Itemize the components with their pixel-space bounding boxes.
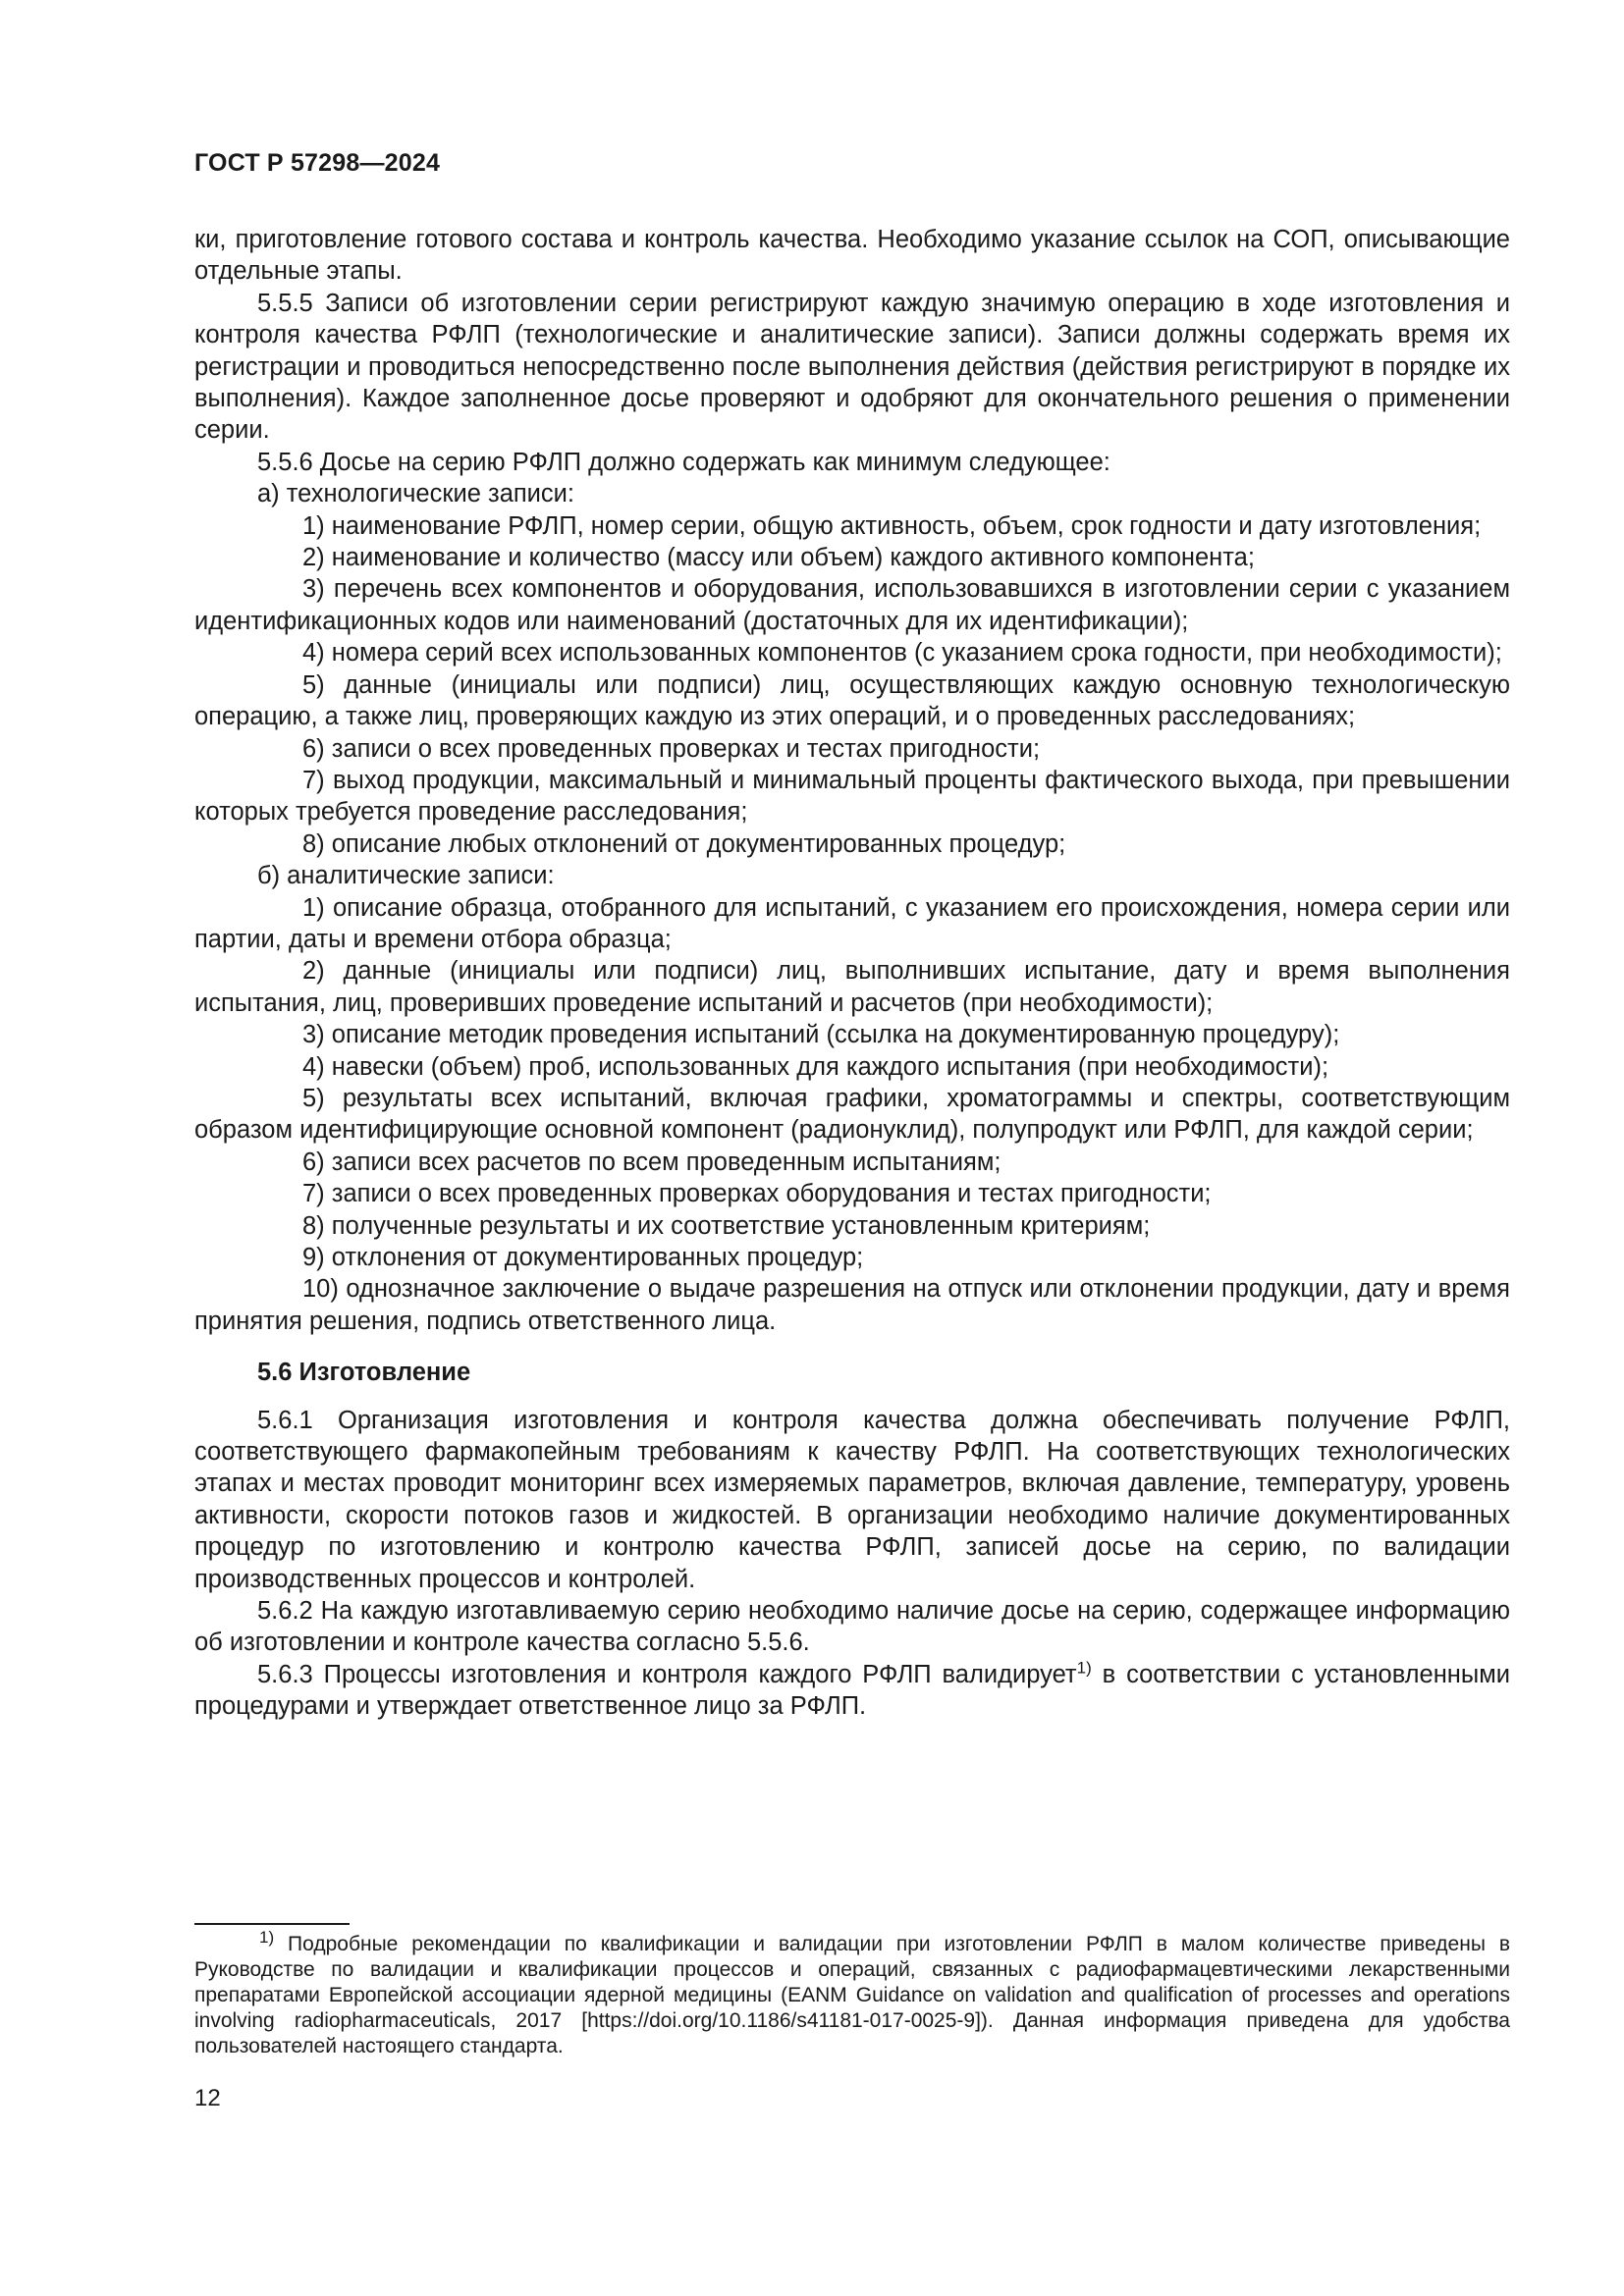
footnote-marker: 1) (259, 1928, 275, 1947)
document-body (194, 224, 1510, 1723)
list-a-item: 8) описание любых отклонений от документированных процедур; (302, 829, 1066, 858)
paragraph-5-5-6: 5.5.6 Досье на серию РФЛП должно содержать как минимум следующее: (257, 448, 1110, 476)
standard-header: ГОСТ Р 57298—2024 (194, 149, 441, 177)
list-a-item: 4) номера серий всех использованных компонентов (с указанием срока годности, при необходимости); (302, 639, 1502, 667)
list-b-item: 10) однозначное заключение о выдаче разрешения на отпуск или отклонении продукции, дату и время принятия решения, подпись ответственного лица. (194, 1275, 1510, 1335)
paragraph-5-6-3-text-a: 5.6.3 Процессы изготовления и контроля каждого РФЛП валидирует (257, 1660, 1077, 1688)
list-a-item: 6) записи о всех проведенных проверках и тестах пригодности; (302, 734, 1041, 763)
footnote-text: Подробные рекомендации по квалификации и валидации при изготовлении РФЛП в малом количестве приведены в Руководстве по валидации и квалификации процессов и операций, связанных с радиофармацевтическими лекарственными препаратами Европейской ассоциации ядерной медицины (EANM Guidance on validation and qualification of processes and operations involving radiopharmaceuticals, 2017 [https://doi.org/10.1186/s41181-017-0025-9]). Данная информация приведена для удобства пользователей настоящего стандарта. (194, 1933, 1510, 2057)
paragraph-5-6-3-text-b: в соответствии с установленными процедурами и утверждает ответственное лицо за РФЛП. (194, 1660, 1510, 1721)
paragraph-5-6-3 (194, 1659, 1510, 1723)
list-b-item: 8) полученные результаты и их соответствие установленным критериям; (302, 1211, 1151, 1240)
list-b-item: 7) записи о всех проведенных проверках оборудования и тестах пригодности; (302, 1180, 1212, 1208)
list-b-item: 4) навески (объем) проб, использованных для каждого испытания (при необходимости); (302, 1052, 1329, 1081)
footnote (194, 1928, 1510, 2059)
paragraph-5-6-2: 5.6.2 На каждую изготавливаемую серию необходимо наличие досье на серию, содержащее информацию об изготовлении и контроле качества согласно 5.5.6. (194, 1597, 1510, 1657)
section-heading-5-6: 5.6 Изготовление (257, 1359, 471, 1387)
list-b-title: б) аналитические записи: (257, 862, 555, 890)
list-a-item: 5) данные (инициалы или подписи) лиц, осуществляющих каждую основную технологическую операцию, а также лиц, проверяющих каждую из этих операций, и о проведенных расследованиях; (194, 670, 1510, 731)
list-a-item: 1) наименование РФЛП, номер серии, общую активность, объем, срок годности и дату изготовления; (302, 511, 1482, 540)
list-b-item: 1) описание образца, отобранного для испытаний, с указанием его происхождения, номера серии или партии, даты и времени отбора образца; (194, 893, 1510, 953)
page-number: 12 (194, 2085, 221, 2111)
footnote-reference: 1) (1076, 1658, 1092, 1678)
paragraph-intro: ки, приготовление готового состава и контроль качества. Необходимо указание ссылок на СОП, описывающие отдельные этапы. (194, 226, 1510, 286)
paragraph-5-5-5: 5.5.5 Записи об изготовлении серии регистрируют каждую значимую операцию в ходе изготовления и контроля качества РФЛП (технологические и аналитические записи). Записи должны содержать время их регистрации и проводиться непосредственно после выполнения действия (действия регистрируют в порядке их выполнения). Каждое заполненное досье проверяют и одобряют для окончательного решения о применении серии. (194, 289, 1510, 445)
list-b-item: 9) отклонения от документированных процедур; (302, 1244, 864, 1271)
list-a-title: а) технологические записи: (257, 480, 575, 508)
list-b-item: 2) данные (инициалы или подписи) лиц, выполнивших испытание, дату и время выполнения испытания, лиц, проверивших проведение испытаний и расчетов (при необходимости); (194, 957, 1510, 1017)
paragraph-5-6-1: 5.6.1 Организация изготовления и контроля качества должна обеспечивать получение РФЛП, соответствующего фармакопейным требованиям к качеству РФЛП. На соответствующих технологических этапах и местах проводит мониторинг всех измеряемых параметров, включая давление, температуру, уровень активности, скорости потоков газов и жидкостей. В организации необходимо наличие документированных процедур по изготовлению и контролю качества РФЛП, записей досье на серию, по валидации производственных процессов и контролей. (194, 1406, 1510, 1593)
list-b-item: 5) результаты всех испытаний, включая графики, хроматограммы и спектры, соответствующим образом идентифицирующие основной компонент (радионуклид), полупродукт или РФЛП, для каждой серии; (194, 1084, 1510, 1145)
list-a-item: 2) наименование и количество (массу или объем) каждого активного компонента; (302, 544, 1255, 572)
list-b-item: 3) описание методик проведения испытаний (ссылка на документированную процедуру); (302, 1021, 1340, 1049)
list-b-item: 6) записи всех расчетов по всем проведенным испытаниям; (302, 1148, 1001, 1176)
list-a-item: 3) перечень всех компонентов и оборудования, использовавшихся в изготовлении серии с указанием идентификационных кодов или наименований (достаточных для их идентификации); (194, 575, 1510, 635)
footnote-separator (194, 1923, 350, 1925)
list-a-item: 7) выход продукции, максимальный и минимальный проценты фактического выхода, при превышении которых требуется проведение расследования; (194, 766, 1510, 827)
